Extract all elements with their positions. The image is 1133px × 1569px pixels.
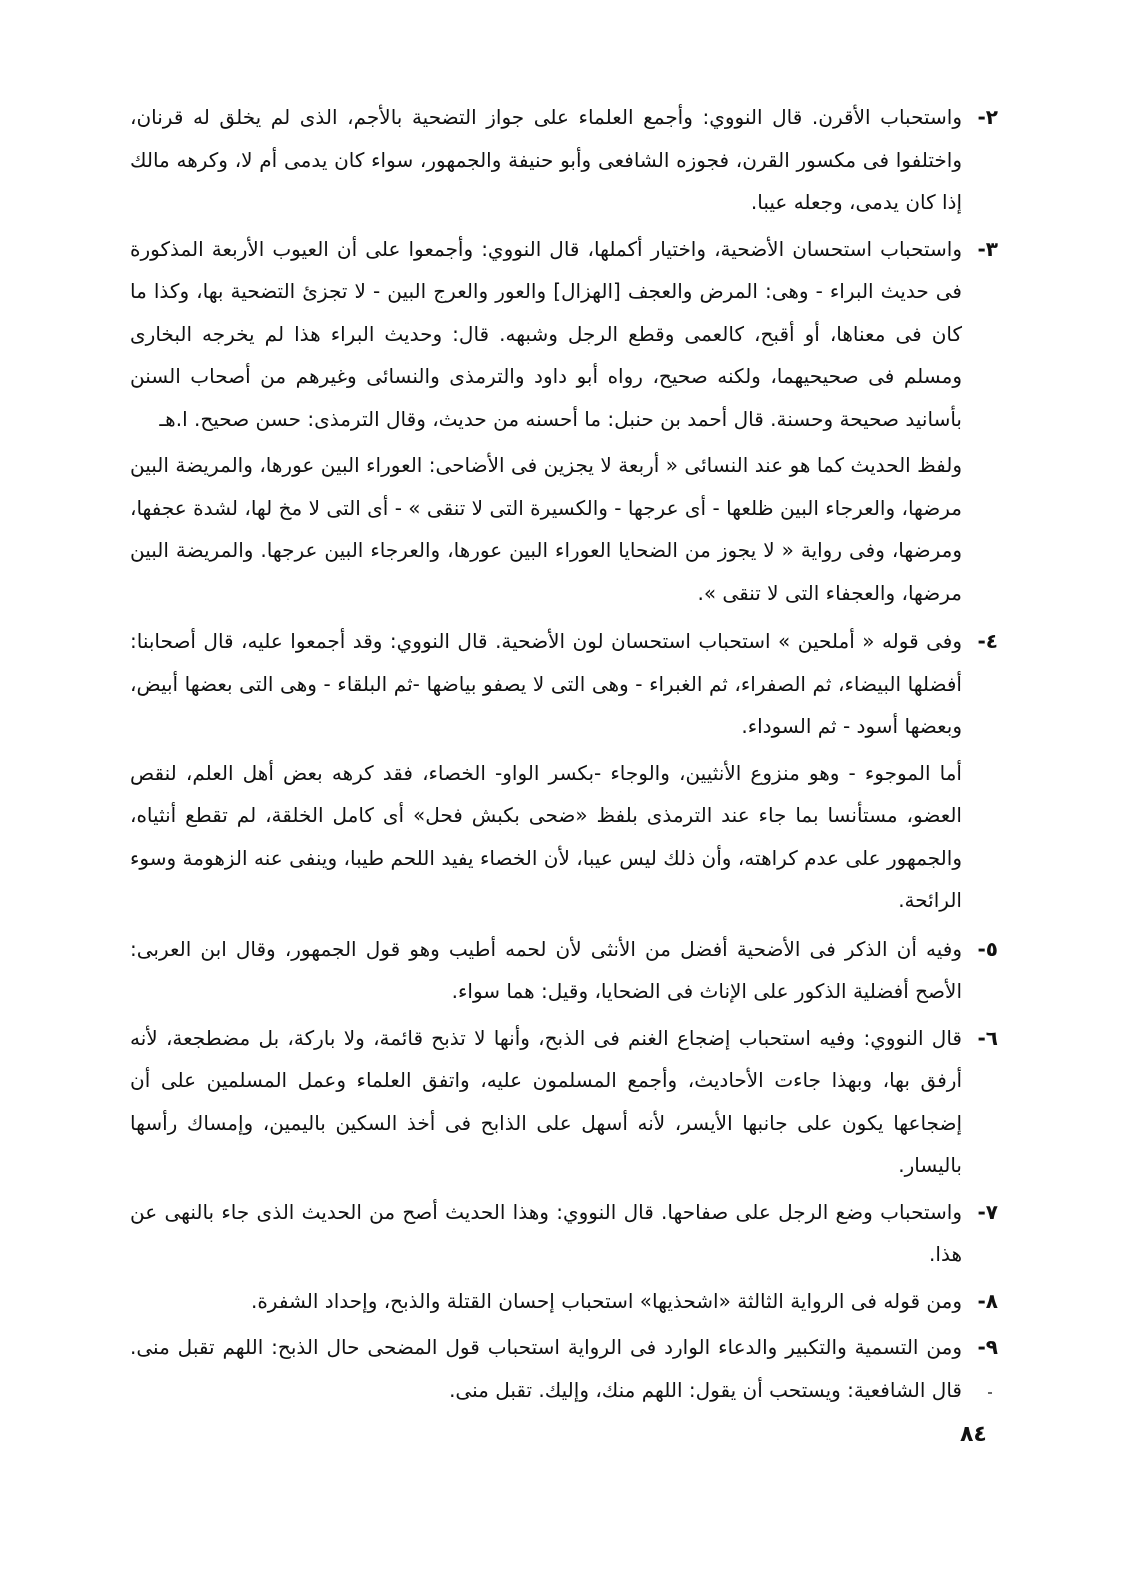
list-item — [130, 928, 998, 1013]
list-item — [130, 96, 998, 224]
item-number: ٤- — [977, 629, 998, 653]
item-text: ومن قوله فى الرواية الثالثة «اشحذيها» استحباب إحسان القتلة والذبح، وإحداد الشفرة. — [250, 1288, 962, 1313]
scan-mark — [988, 1392, 992, 1394]
page-body — [130, 96, 998, 1415]
item-number: ٢- — [977, 105, 998, 129]
list-item — [130, 1191, 998, 1276]
list-item — [130, 620, 998, 748]
list-item — [130, 1280, 998, 1323]
item-text: ومن التسمية والتكبير والدعاء الوارد فى الرواية استحباب قول المضحى حال الذبح: اللهم تقبل منى. قال الشافعية: ويستحب أن يقول: اللهم منك، وإليك. تقبل منى. — [130, 1335, 962, 1402]
item-continuation: ولفظ الحديث كما هو عند النسائى « أربعة لا يجزين فى الأضاحى: العوراء البين عورها، والمريضة البين مرضها، والعرجاء البين ظلعها - أى عرجها - والكسيرة التى لا تنقى » - أى التى لا مخ لها، لشدة عجفها، ومرضها، وفى رواية « لا يجوز من الضحايا العوراء البين عورها، والعرجاء البين عرجها. والمريضة البين مرضها، والعجفاء التى لا تنقى ». — [130, 453, 962, 605]
item-text: واستحباب استحسان الأضحية، واختيار أكملها، قال النووي: وأجمعوا على أن العيوب الأربعة المذكورة فى حديث البراء - وهى: المرض والعجف [الهزال] والعور والعرج البين - لا تجزئ التضحية بها، وكذا ما كان فى معناها، أو أقبح، كالعمى وقطع الرجل وشبهه. قال: وحديث البراء هذا لم يخرجه البخارى ومسلم فى صحيحيهما، ولكنه صحيح، رواه أبو داود والترمذى والنسائى وغيرهم من أصحاب السنن بأسانيد صحيحة وحسنة. قال أحمد بن حنبل: ما أحسنه من حديث، وقال الترمذى: حسن صحيح. ا.هـ — [130, 236, 962, 431]
item-number: ٦- — [977, 1025, 998, 1050]
list-item — [130, 1326, 998, 1411]
item-number: ٥- — [977, 936, 998, 961]
item-text: وفى قوله « أملحين » استحباب استحسان لون الأضحية. قال النووي: وقد أجمعوا عليه، قال أصحابنا: أفضلها البيضاء، ثم الصفراء، ثم الغبراء - وهى التى لا يصفو بياضها -ثم البلقاء - وهى التى بعضها أبيض، وبعضها أسود - ثم السوداء. — [130, 629, 962, 738]
item-text: قال النووي: وفيه استحباب إضجاع الغنم فى الذبح، وأنها لا تذبح قائمة، ولا باركة، بل مضطجعة، لأنه أرفق بها، وبهذا جاءت الأحاديث، وأجمع المسلمون عليه، واتفق العلماء وعمل المسلمين على أن إضجاعها يكون على جانبها الأيسر، لأنه أسهل على الذابح فى أخذ السكين باليمين، وإمساك رأسها باليسار. — [130, 1025, 962, 1177]
list-item — [130, 1017, 998, 1187]
item-continuation: أما الموجوء - وهو منزوع الأنثيين، والوجاء -بكسر الواو- الخصاء، فقد كرهه بعض أهل العلم، لنقص العضو، مستأنسا بما جاء عند الترمذى بلفظ «ضحى بكبش فحل» أى كامل الخلقة، لم تقطع أنثياه، والجمهور على عدم كراهته، وأن ذلك ليس عيبا، لأن الخصاء يفيد اللحم طيبا، وينفى عنه الزهومة وسوء الرائحة. — [130, 760, 962, 912]
item-number: ٩- — [977, 1335, 998, 1359]
item-number: ٧- — [977, 1199, 998, 1224]
item-number: ٨- — [977, 1288, 998, 1313]
page-number: ٨٤ — [960, 1422, 987, 1447]
item-number: ٣- — [977, 236, 998, 261]
item-text: واستحباب وضع الرجل على صفاحها. قال النووي: وهذا الحديث أصح من الحديث الذى جاء بالنهى عن هذا. — [130, 1199, 962, 1266]
item-text: وفيه أن الذكر فى الأضحية أفضل من الأنثى لأن لحمه أطيب وهو قول الجمهور، وقال ابن العربى: الأصح أفضلية الذكور على الإناث فى الضحايا، وقيل: هما سواء. — [130, 936, 962, 1003]
item-text: واستحباب الأقرن. قال النووي: وأجمع العلماء على جواز التضحية بالأجم، الذى لم يخلق له قرنان، واختلفوا فى مكسور القرن، فجوزه الشافعى وأبو حنيفة والجمهور، سواء كان يدمى أم لا، وكرهه مالك إذا كان يدمى، وجعله عيبا. — [130, 105, 962, 214]
list-item — [130, 228, 998, 441]
